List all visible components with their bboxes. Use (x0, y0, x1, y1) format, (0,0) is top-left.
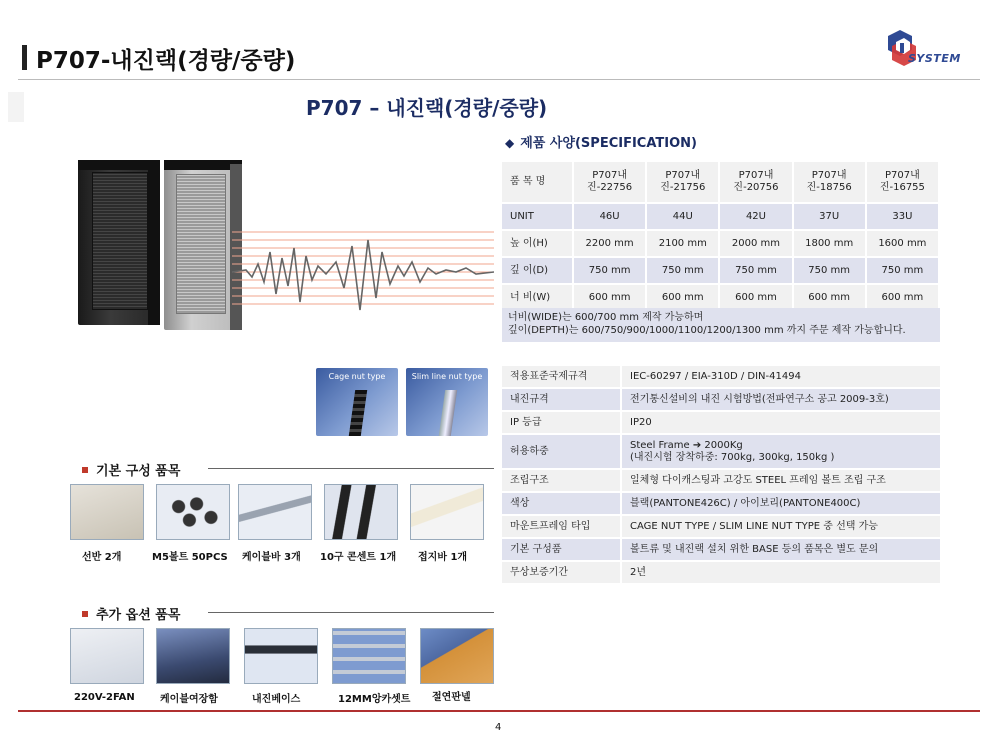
option-section-title (82, 604, 180, 623)
shelf-image (70, 484, 144, 540)
spec-cell: 1800 mm (794, 231, 865, 256)
spec-cell: 750 mm (647, 258, 718, 283)
seismic-base-image (244, 628, 318, 684)
std-value: 2년 (622, 562, 940, 583)
spec-cell: 600 mm (720, 285, 791, 310)
cage-nut-image (316, 368, 398, 436)
std-key: 내진규격 (502, 389, 620, 410)
std-key: 허용하중 (502, 435, 620, 468)
spec-cell: 42U (720, 204, 791, 229)
spec-note (502, 308, 940, 342)
title-bar-marker (22, 45, 27, 70)
std-key: IP 등급 (502, 412, 620, 433)
std-key: 조립구조 (502, 470, 620, 491)
std-value: IEC-60297 / EIA-310D / DIN-41494 (622, 366, 940, 387)
spec-cell: 1600 mm (867, 231, 938, 256)
spec-cell: 너 비(W) (502, 285, 572, 310)
spec-cell: 2100 mm (647, 231, 718, 256)
slim-nut-image (406, 368, 488, 436)
std-key: 적용표준국제규격 (502, 366, 620, 387)
spec-cell: 깊 이(D) (502, 258, 572, 283)
cage-nut-label: Cage nut type (328, 372, 386, 381)
anchor-set-image (332, 628, 406, 684)
std-value: 블랙(PANTONE426C) / 아이보리(PANTONE400C) (622, 493, 940, 514)
header-divider (18, 79, 980, 80)
basic-section-title (82, 460, 180, 479)
page-number: 4 (495, 722, 502, 733)
spec-cell: 37U (794, 204, 865, 229)
option-section-title-text: 추가 옵션 품목 (96, 608, 181, 623)
basic-item-caption: 접지바 1개 (418, 552, 468, 563)
std-row (502, 539, 940, 560)
std-row (502, 493, 940, 514)
basic-item-caption: M5볼트 50PCS (152, 552, 228, 563)
spec-cell: 750 mm (574, 258, 645, 283)
spec-cell: 750 mm (867, 258, 938, 283)
spec-header-cell: P707내진-20756 (720, 162, 791, 202)
std-value-line1: Steel Frame ➔ 2000Kg (630, 439, 743, 451)
std-value: 일체형 다이캐스팅과 고강도 STEEL 프레임 볼트 조립 구조 (622, 470, 940, 491)
std-row (502, 516, 940, 537)
option-item-caption: 케이블여장함 (160, 694, 218, 705)
std-value: CAGE NUT TYPE / SLIM LINE NUT TYPE 중 선택 가능 (622, 516, 940, 537)
spec-cell: 44U (647, 204, 718, 229)
basic-section-divider (208, 468, 494, 469)
insulation-panel-image (420, 628, 494, 684)
slim-nut-label: Slim line nut type (411, 372, 483, 381)
cable-bar-image (238, 484, 312, 540)
spec-cell: 600 mm (647, 285, 718, 310)
square-bullet-icon (82, 467, 88, 473)
std-row (502, 366, 940, 387)
basic-section-title-text: 기본 구성 품목 (96, 464, 181, 479)
basic-item-caption: 케이블바 3개 (242, 552, 301, 563)
ground-bar-image (410, 484, 484, 540)
option-item-caption: 절연판넬 (432, 692, 471, 703)
fan-image (70, 628, 144, 684)
option-item-caption: 220V-2FAN (74, 692, 135, 703)
spec-cell: 750 mm (720, 258, 791, 283)
spec-row-width (502, 285, 938, 310)
std-row (502, 435, 940, 468)
spec-table (500, 160, 940, 312)
std-key: 무상보증기간 (502, 562, 620, 583)
spec-heading-text: 제품 사양(SPECIFICATION) (520, 136, 697, 151)
spec-note-line2: 깊이(DEPTH)는 600/750/900/1000/1100/1200/1300 mm 까지 주문 제작 가능합니다. (508, 325, 906, 336)
spec-cell: 600 mm (794, 285, 865, 310)
spec-cell: UNIT (502, 204, 572, 229)
option-item-caption: 12MM앙카셋트 (338, 694, 411, 705)
logo-text: SYSTEM (908, 52, 961, 65)
std-row (502, 412, 940, 433)
standards-table (500, 364, 942, 585)
std-row (502, 389, 940, 410)
spec-row-height (502, 231, 938, 256)
spec-cell: 33U (867, 204, 938, 229)
product-subtitle: P707 – 내진랙(경량/중량) (306, 96, 548, 120)
std-value (622, 435, 940, 468)
std-value: IP20 (622, 412, 940, 433)
spec-cell: 600 mm (867, 285, 938, 310)
std-value-line2: (내진시험 장착하중: 700kg, 300kg, 150kg ) (630, 451, 835, 463)
bolt-image (156, 484, 230, 540)
spec-row-depth (502, 258, 938, 283)
spec-header-cell: 품 목 명 (502, 162, 572, 202)
spec-header-cell: P707내진-18756 (794, 162, 865, 202)
spec-heading (505, 132, 697, 151)
company-logo (882, 28, 982, 72)
basic-item-caption: 선반 2개 (82, 552, 122, 563)
outlet-image (324, 484, 398, 540)
spec-cell: 750 mm (794, 258, 865, 283)
spec-header-row (502, 162, 938, 202)
ivory-rack-image (164, 160, 242, 330)
spec-cell: 2000 mm (720, 231, 791, 256)
cable-tray-image (156, 628, 230, 684)
std-row (502, 562, 940, 583)
page-title: P707-내진랙(경량/중량) (36, 48, 296, 74)
square-bullet-icon (82, 611, 88, 617)
spec-row-unit (502, 204, 938, 229)
side-mark (8, 92, 24, 122)
spec-cell: 높 이(H) (502, 231, 572, 256)
std-key: 색상 (502, 493, 620, 514)
black-rack-image (78, 160, 160, 325)
spec-header-cell: P707내진-22756 (574, 162, 645, 202)
diamond-bullet-icon: ◆ (505, 136, 515, 150)
spec-header-cell: P707내진-16755 (867, 162, 938, 202)
option-item-caption: 내진베이스 (252, 694, 301, 705)
seismic-wave-graphic (232, 222, 494, 322)
std-value: 볼트류 및 내진랙 설치 위한 BASE 등의 품목은 별도 문의 (622, 539, 940, 560)
footer-divider (18, 710, 980, 712)
spec-cell: 46U (574, 204, 645, 229)
basic-item-caption: 10구 콘센트 1개 (320, 552, 397, 563)
spec-header-cell: P707내진-21756 (647, 162, 718, 202)
std-row (502, 470, 940, 491)
spec-note-line1: 너비(WIDE)는 600/700 mm 제작 가능하며 (508, 312, 704, 323)
spec-cell: 2200 mm (574, 231, 645, 256)
std-key: 기본 구성품 (502, 539, 620, 560)
std-value: 전기통신설비의 내진 시험방법(전파연구소 공고 2009-3호) (622, 389, 940, 410)
std-key: 마운트프레임 타입 (502, 516, 620, 537)
spec-cell: 600 mm (574, 285, 645, 310)
option-section-divider (208, 612, 494, 613)
